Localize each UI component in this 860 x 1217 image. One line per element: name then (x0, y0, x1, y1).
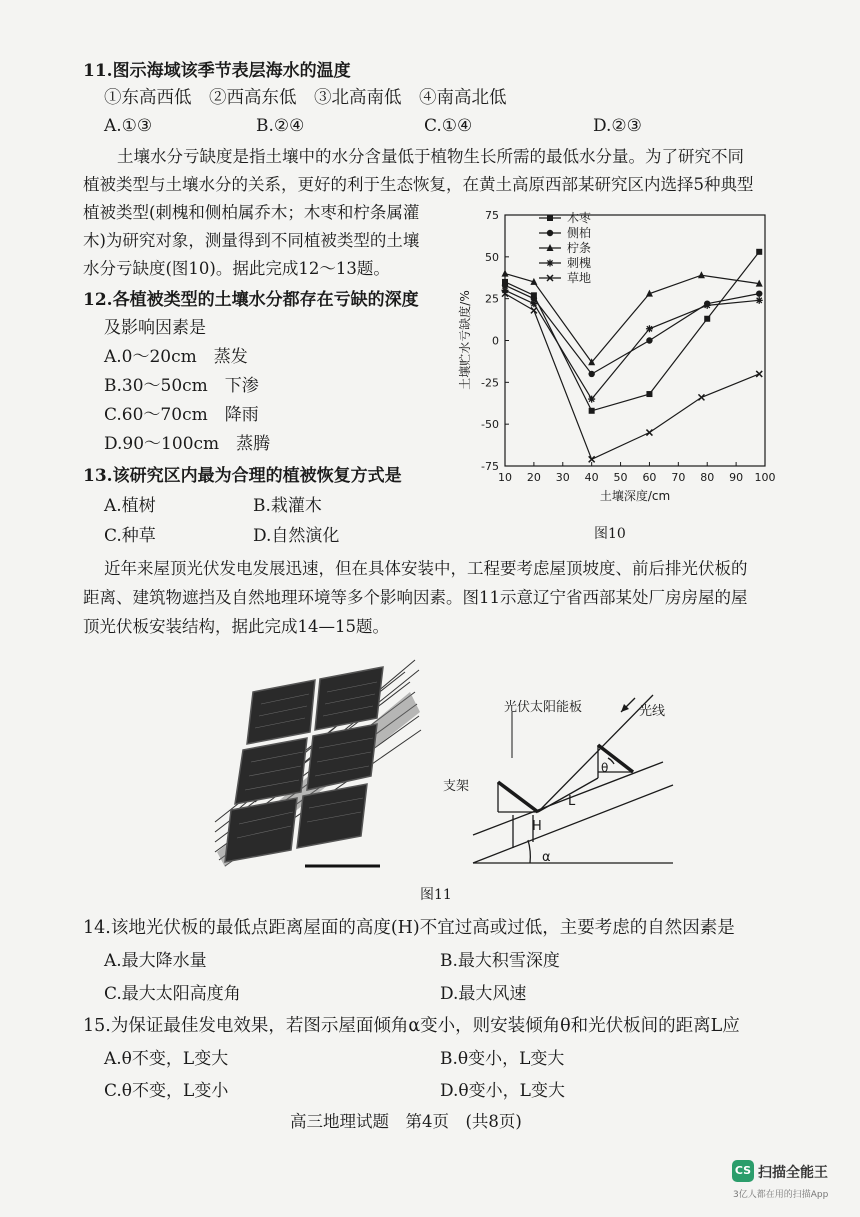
q14-option-d: D.最大风速 (440, 984, 527, 1004)
legend-label: 刺槐 (567, 256, 592, 270)
q12-option-b: B.30～50cm 下渗 (104, 376, 259, 396)
q13-option-d: D.自然演化 (253, 526, 340, 546)
data-point (698, 271, 705, 278)
x-tick-label: 50 (613, 471, 628, 484)
data-point (646, 337, 652, 343)
x-tick-label: 10 (498, 471, 512, 484)
figure-11-rooftop-illustration (205, 652, 435, 872)
data-point (698, 394, 704, 400)
q12-stem-line2: 及影响因素是 (104, 318, 206, 338)
camscanner-logo: CS (732, 1160, 754, 1182)
q13-option-b: B.栽灌木 (253, 496, 322, 516)
q15-stem: 15.为保证最佳发电效果，若图示屋面倾角α变小，则安装倾角θ和光伏板间的距离L应 (83, 1016, 740, 1036)
data-point (756, 249, 762, 255)
label-alpha: α (542, 850, 551, 865)
legend-label: 柠条 (567, 241, 592, 255)
data-point (704, 302, 711, 309)
camscanner-tagline: 3亿人都在用的扫描App (733, 1190, 829, 1200)
q12-option-d: D.90～100cm 蒸腾 (104, 434, 271, 454)
q11-option-c: C.①④ (424, 116, 473, 136)
plot-frame (505, 215, 765, 466)
data-point (646, 391, 652, 397)
q12-option-c: C.60～70cm 降雨 (104, 405, 259, 425)
data-point (704, 316, 710, 322)
x-tick-label: 70 (671, 471, 686, 484)
y-tick-label: -75 (481, 460, 499, 473)
data-point (502, 270, 509, 277)
figure-10-chart (455, 200, 785, 515)
data-point (531, 307, 537, 313)
series-line (505, 285, 759, 374)
legend-label: 侧柏 (567, 226, 592, 240)
y-tick-label: 0 (492, 334, 499, 348)
chart-legend (539, 210, 591, 285)
page-footer: 高三地理试题 第4页 (共8页) (290, 1112, 522, 1131)
q13-option-c: C.种草 (104, 526, 156, 546)
data-point (756, 290, 762, 296)
intro2-line1: 近年来屋顶光伏发电发展迅速，但在具体安装中，工程要考虑屋顶坡度、前后排光伏板的 (104, 559, 748, 578)
figure-11-caption: 图11 (420, 887, 452, 903)
data-point (547, 215, 553, 221)
q15-option-a: A.θ不变，L变大 (104, 1049, 229, 1069)
series-star (502, 287, 763, 403)
x-tick-label: 80 (700, 471, 715, 484)
q11-option-b: B.②④ (256, 116, 305, 136)
y-tick-label: -25 (481, 376, 499, 390)
q14-option-a: A.最大降水量 (104, 951, 207, 971)
q12-stem-line1: 12.各植被类型的土壤水分都存在亏缺的深度 (83, 290, 419, 310)
q11-option-d: D.②③ (593, 116, 642, 136)
data-point (530, 300, 537, 307)
q13-option-a: A.植树 (104, 496, 156, 516)
intro2-line3: 顶光伏板安装结构，据此完成14—15题。 (83, 617, 389, 636)
q14-option-b: B.最大积雪深度 (440, 951, 560, 971)
data-point (588, 396, 595, 403)
data-point (588, 371, 594, 377)
x-tick-label: 60 (642, 471, 657, 484)
q15-option-b: B.θ变小，L变大 (440, 1049, 565, 1069)
intro1-line2: 植被类型与土壤水分的关系，更好的利于生态恢复，在黄土高原西部某研究区内选择5种典型 (83, 175, 754, 194)
x-tick-label: 20 (526, 471, 541, 484)
q11-statements: ①东高西低 ②西高东低 ③北高南低 ④南高北低 (104, 88, 507, 108)
data-point (756, 297, 763, 304)
intro1-line4: 木)为研究对象，测量得到不同植被类型的土壤 (83, 231, 420, 250)
camscanner-name: 扫描全能王 (758, 1165, 828, 1181)
q15-option-c: C.θ不变，L变小 (104, 1081, 229, 1101)
legend-label: 草地 (567, 271, 592, 285)
series-line (505, 290, 759, 399)
x-tick-label: 100 (754, 471, 776, 484)
label-panel: 光伏太阳能板 (504, 700, 583, 715)
label-L: L (568, 794, 576, 809)
intro1-line3: 植被类型(刺槐和侧柏属乔木；木枣和柠条属灌 (83, 203, 420, 222)
series-line (505, 252, 759, 411)
y-tick-label: 25 (485, 292, 499, 306)
label-H: H (532, 819, 542, 834)
data-point (646, 430, 652, 436)
chart-x-axis-label: 土壤深度/cm (599, 489, 671, 503)
data-point (646, 325, 653, 332)
y-tick-label: -50 (481, 418, 499, 432)
q11-option-a: A.①③ (104, 116, 153, 136)
label-theta: θ (601, 761, 609, 775)
data-point (756, 371, 762, 377)
q13-stem: 13.该研究区内最为合理的植被恢复方式是 (83, 466, 402, 486)
intro2-line2: 距离、建筑物遮挡及自然地理环境等多个影响因素。图11示意辽宁省西部某处厂房房屋的屋 (83, 588, 748, 607)
legend-label: 木枣 (567, 211, 592, 225)
chart-y-axis-label: 土壤贮水亏缺度/% (458, 290, 472, 390)
intro1-line1: 土壤水分亏缺度是指土壤中的水分含量低于植物生长所需的最低水分量。为了研究不同 (117, 147, 744, 166)
label-bracket: 支架 (443, 779, 470, 794)
intro1-line5: 水分亏缺度(图10)。据此完成12～13题。 (83, 259, 390, 278)
x-tick-label: 30 (555, 471, 570, 484)
x-tick-label: 40 (584, 471, 599, 484)
q14-option-c: C.最大太阳高度角 (104, 984, 241, 1004)
q12-option-a: A.0～20cm 蒸发 (104, 347, 248, 367)
data-point (547, 260, 554, 267)
y-tick-label: 75 (485, 209, 499, 222)
figure-10-caption: 图10 (594, 526, 626, 542)
data-point (547, 230, 553, 236)
label-ray: 光线 (639, 704, 666, 719)
chart-series (502, 249, 763, 462)
q15-option-d: D.θ变小，L变大 (440, 1081, 565, 1101)
q14-stem: 14.该地光伏板的最低点距离屋面的高度(H)不宜过高或过低，主要考虑的自然因素是 (83, 918, 735, 938)
q11-stem: 11.图示海域该季节表层海水的温度 (83, 61, 351, 81)
y-tick-label: 50 (485, 250, 499, 264)
data-point (589, 456, 595, 462)
data-point (589, 408, 595, 414)
x-tick-label: 90 (729, 471, 744, 484)
